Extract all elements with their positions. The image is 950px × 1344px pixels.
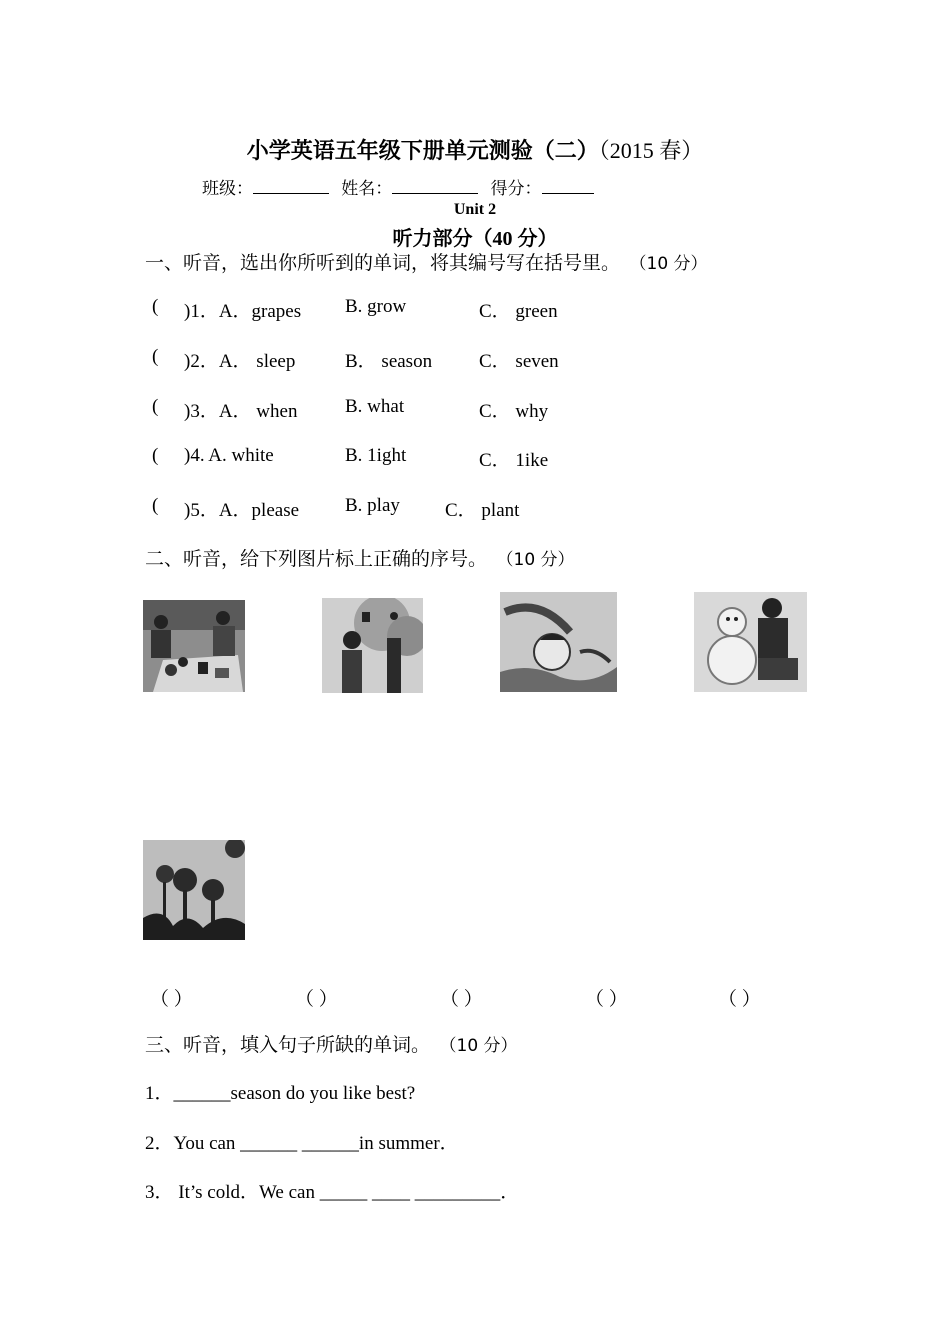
class-label: 班级： [202, 179, 253, 198]
name-label: 姓名： [341, 179, 393, 198]
option-c: C． 1ike [479, 450, 549, 471]
snowman-image [694, 592, 807, 692]
page-title [0, 134, 950, 165]
option-a: )4. A. white [184, 445, 274, 466]
image-answer-bracket[interactable]: （ ） [718, 989, 761, 1010]
option-b: B. what [345, 396, 405, 417]
option-b: B． season [345, 351, 433, 372]
option-b: B. play [345, 495, 400, 516]
title-main: 小学英语五年级下册单元测验（二） [246, 138, 599, 163]
flowers-image [143, 840, 245, 940]
option-a: )5．A．please [184, 500, 300, 521]
image-answer-bracket[interactable]: （ ） [295, 989, 338, 1010]
answer-paren[interactable]: ( [152, 396, 159, 417]
option-b: B. 1ight [345, 445, 407, 466]
answer-paren[interactable]: ( [152, 495, 159, 516]
option-a: )3．A． when [184, 401, 298, 422]
option-c: C． seven [479, 351, 559, 372]
section1-heading [145, 248, 708, 275]
option-b: B. grow [345, 296, 407, 317]
tree-picking-image [322, 598, 423, 693]
image-answer-bracket[interactable]: （ ） [150, 989, 193, 1010]
section3-heading [145, 1030, 518, 1057]
section1-title: 一、听音，选出你所听到的单词，将其编号写在括号里。 [145, 252, 621, 274]
section3-points: （10 分） [448, 1036, 518, 1056]
picnic-image [143, 600, 245, 692]
answer-paren[interactable]: ( [152, 346, 159, 367]
swimming-image [500, 592, 617, 692]
option-c: C． green [479, 301, 558, 322]
option-c: C． why [479, 401, 549, 422]
class-blank[interactable] [253, 179, 329, 194]
answer-paren[interactable]: ( [152, 445, 159, 466]
fill-sentence[interactable]: 3． It’s cold．We can _____ ____ _________． [145, 1182, 520, 1203]
option-c: C． plant [445, 500, 520, 521]
section2-heading [145, 544, 575, 571]
section1-points: （10 分） [638, 254, 708, 274]
student-info [202, 174, 602, 199]
option-a: )1．A．grapes [184, 301, 302, 322]
name-blank[interactable] [392, 179, 478, 194]
section2-points: （10 分） [505, 550, 575, 570]
unit-label: Unit 2 [453, 201, 497, 218]
title-year: （2015 春） [598, 138, 704, 163]
section2-title: 二、听音，给下列图片标上正确的序号。 [145, 548, 488, 570]
image-answer-bracket[interactable]: （ ） [585, 989, 628, 1010]
fill-sentence[interactable]: 1．______season do you like best? [145, 1083, 416, 1104]
option-a: )2．A． sleep [184, 351, 296, 372]
score-blank[interactable] [542, 179, 594, 194]
section3-title: 三、听音，填入句子所缺的单词。 [145, 1034, 431, 1056]
image-answer-bracket[interactable]: （ ） [440, 989, 483, 1010]
score-label: 得分： [490, 179, 542, 198]
fill-sentence[interactable]: 2．You can ______ ______in summer． [145, 1133, 459, 1154]
part-heading: 听力部分（40 分） [392, 228, 558, 250]
answer-paren[interactable]: ( [152, 296, 159, 317]
